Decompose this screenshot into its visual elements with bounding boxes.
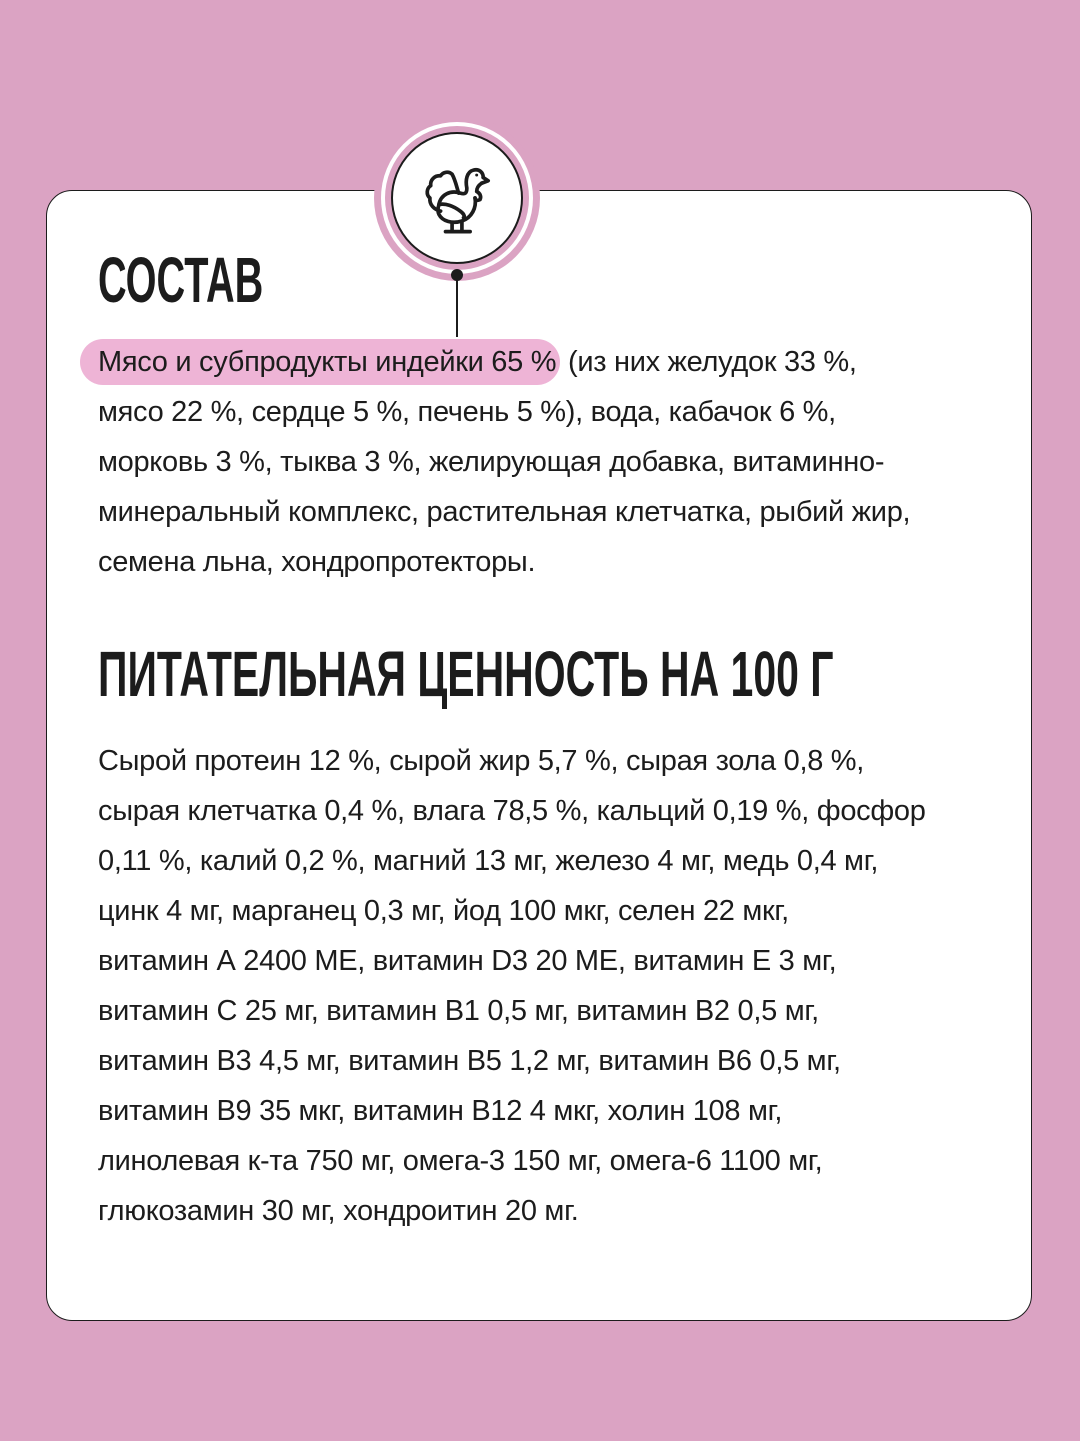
composition-text [98, 337, 1018, 587]
composition-line: семена льна, хондропротекторы. [98, 546, 536, 578]
composition-line-text: (из них желудок 33 %, [560, 346, 857, 378]
nutrition-line: витамин А 2400 МЕ, витамин D3 20 МЕ, витамин Е 3 мг, [98, 945, 837, 977]
composition-line: минеральный комплекс, растительная клетчатка, рыбий жир, [98, 496, 911, 528]
nutrition-line: витамин В9 35 мкг, витамин В12 4 мкг, холин 108 мг, [98, 1095, 783, 1127]
turkey-icon [416, 157, 498, 239]
composition-line: морковь 3 %, тыква 3 %, желирующая добавка, витаминно- [98, 446, 885, 478]
nutrition-line: глюкозамин 30 мг, хондроитин 20 мг. [98, 1195, 579, 1227]
nutrition-text [98, 736, 1018, 1236]
composition-title: СОСТАВ [98, 244, 264, 316]
nutrition-title: ПИТАТЕЛЬНАЯ ЦЕННОСТЬ НА 100 Г [98, 638, 834, 710]
composition-line: мясо 22 %, сердце 5 %, печень 5 %), вода, кабачок 6 %, [98, 396, 836, 428]
nutrition-line: витамин В3 4,5 мг, витамин В5 1,2 мг, витамин В6 0,5 мг, [98, 1045, 841, 1077]
nutrition-line: витамин С 25 мг, витамин В1 0,5 мг, витамин В2 0,5 мг, [98, 995, 819, 1027]
ingredient-badge [374, 115, 540, 281]
nutrition-line: линолевая к-та 750 мг, омега-3 150 мг, омега-6 1100 мг, [98, 1145, 823, 1177]
nutrition-line: цинк 4 мг, марганец 0,3 мг, йод 100 мкг, селен 22 мкг, [98, 895, 789, 927]
composition-line [98, 337, 1018, 387]
main-ingredient-highlight: Мясо и субпродукты индейки 65 % [80, 339, 560, 385]
connector-line [456, 275, 458, 337]
nutrition-line: Сырой протеин 12 %, сырой жир 5,7 %, сырая зола 0,8 %, [98, 745, 865, 777]
nutrition-line: сырая клетчатка 0,4 %, влага 78,5 %, кальций 0,19 %, фосфор [98, 795, 926, 827]
badge-core [391, 132, 523, 264]
nutrition-line: 0,11 %, калий 0,2 %, магний 13 мг, железо 4 мг, медь 0,4 мг, [98, 845, 879, 877]
